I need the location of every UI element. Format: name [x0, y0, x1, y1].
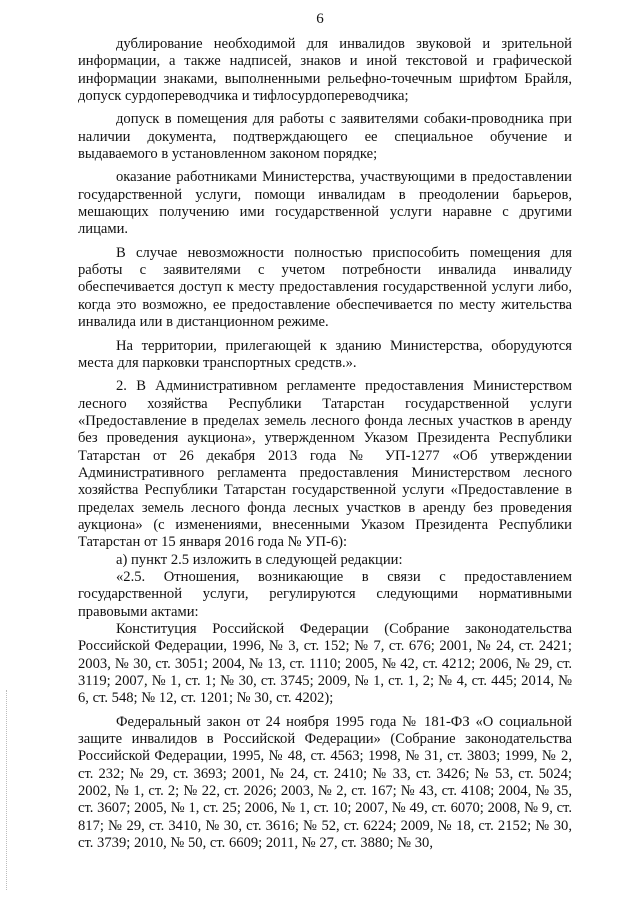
page-number: 6: [316, 11, 324, 27]
paragraph-clause-2-5: «2.5. Отношения, возникающие в связи с предоставлением государственной услуги, регулируются следующими нормативными правовыми актами:: [78, 568, 572, 620]
paragraph-federal-law-181: Федеральный закон от 24 ноября 1995 года № 181-ФЗ «О социальной защите инвалидов в Российской Федерации» (Собрание законодательства Российской Федерации, 1995, № 48, ст. 4563; 1998, № 31, ст. 3803; 1999, № 2, ст. 232; № 29, ст. 3693; 2001, № 24, ст. 2410; № 33, ст. 3426; № 53, ст. 5024; 2002, № 1, ст. 2; № 22, ст. 2026; 2003, № 2, ст. 167; № 43, ст. 4108; 2004, № 35, ст. 3607; 2005, № 1, ст. 25; 2006, № 1, ст. 10; 2007, № 49, ст. 6070; 2008, № 9, ст. 817; № 29, ст. 3410, № 30, ст. 3616; № 52, ст. 6224; 2009, № 18, ст. 2152; № 30, ст. 3739; 2010, № 50, ст. 6609; 2011, № 27, ст. 3880; № 30,: [78, 713, 572, 852]
paragraph-parking: На территории, прилегающей к зданию Министерства, оборудуются места для парковки транспортных средств.».: [78, 337, 572, 371]
document-body: [78, 36, 572, 852]
paragraph-amendment-2: 2. В Административном регламенте предоставления Министерством лесного хозяйства Республики Татарстан государственной услуги «Предоставление в пределах земель лесного фонда лесных участков в аренду без проведения аукциона», утвержденном Указом Президента Республики Татарстан от 26 декабря 2013 года № УП-1277 «Об утверждении Административного регламента предоставления Министерством лесного хозяйства Республики Татарстан государственной услуги «Предоставление в пределах земель лесного фонда лесных участков в аренду без проведения аукциона» (с изменениями, внесенными Указом Президента Республики Татарстан от 15 января 2016 года № УП-6):: [78, 378, 572, 551]
paragraph-staff-assistance: оказание работниками Министерства, участвующими в предоставлении государственной услуги, помощи инвалидам в преодолении барьеров, мешающих получению ими государственной услуги наравне с другими лицами.: [78, 169, 572, 238]
paragraph-guide-dog: допуск в помещения для работы с заявителями собаки-проводника при наличии документа, подтверждающего ее специальное обучение и выдаваемого в установленном законом порядке;: [78, 111, 572, 163]
paragraph-remote-service: В случае невозможности полностью приспособить помещения для работы с заявителями с учетом потребности инвалида инвалиду обеспечивается доступ к месту предоставления государственной услуги либо, когда это возможно, ее предоставление обеспечивается по месту жительства инвалида или в дистанционном режиме.: [78, 244, 572, 331]
scan-margin-marks: [6, 690, 9, 890]
paragraph-braille-duplication: дублирование необходимой для инвалидов звуковой и зрительной информации, а также надписей, знаков и иной текстовой и графической информации знаками, выполненными рельефно-точечным шрифтом Брайля, допуск сурдопереводчика и тифлосурдопереводчика;: [78, 36, 572, 105]
paragraph-constitution: Конституция Российской Федерации (Собрание законодательства Российской Федерации, 1996, № 3, ст. 152; № 7, ст. 676; 2001, № 24, ст. 2421; 2003, № 30, ст. 3051; 2004, № 13, ст. 1110; 2005, № 42, ст. 4212; 2006, № 29, ст. 3119; 2007, № 1, ст. 1; № 30, ст. 3745; 2009, № 1, ст. 1, 2; № 4, ст. 445; 2014, № 6, ст. 548; № 12, ст. 1201; № 30, ст. 4202);: [78, 621, 572, 707]
paragraph-item-a: а) пункт 2.5 изложить в следующей редакции:: [116, 551, 403, 568]
